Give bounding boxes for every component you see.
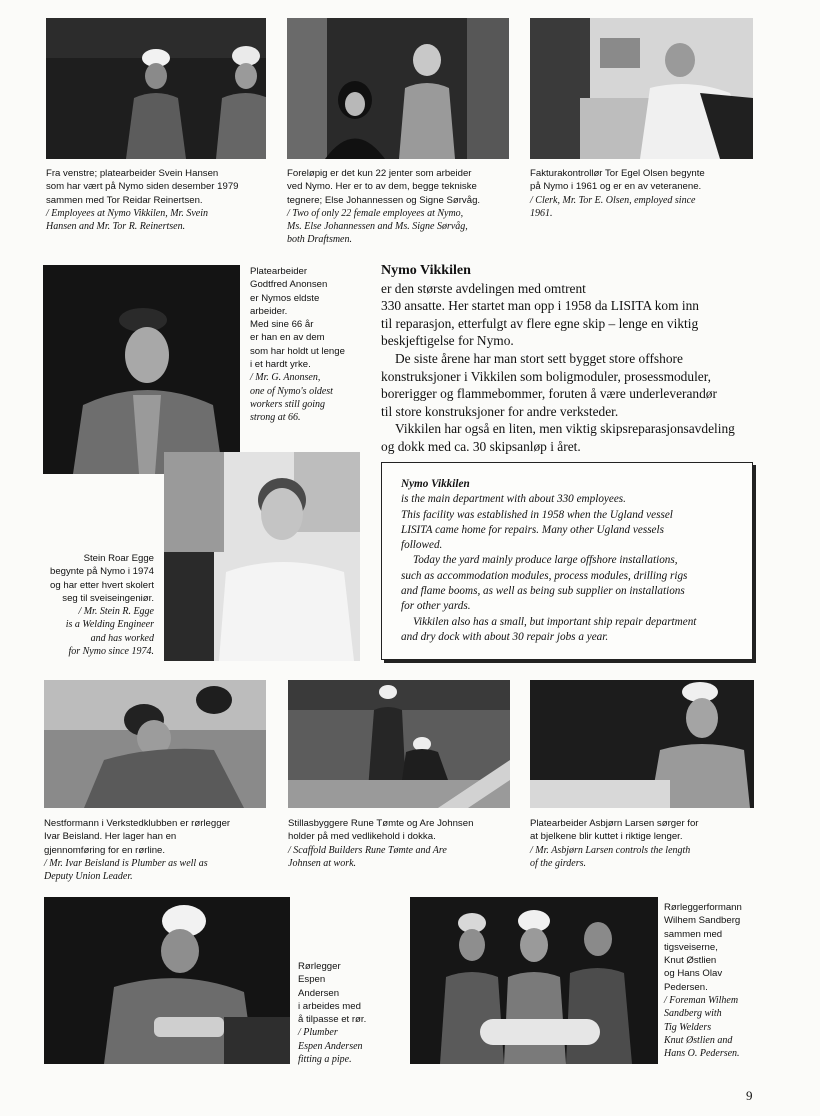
- caption-text: arbeider.: [250, 305, 288, 317]
- page-number: 9: [746, 1088, 753, 1103]
- caption-translation: Ms. Else Johannessen and Ms. Signe Sørvåg,: [287, 221, 468, 233]
- caption-translation: 1961.: [530, 207, 553, 219]
- caption-text: Rørleggerformann: [664, 902, 742, 913]
- caption-text: Platearbeider: [250, 266, 308, 277]
- caption-translation: strong at 66.: [250, 412, 301, 424]
- caption-text: å tilpasse et rør.: [298, 1014, 367, 1026]
- caption-translation: both Draftsmen.: [287, 234, 352, 246]
- caption-text: at bjelkene blir kuttet i riktige lenger.: [530, 831, 683, 843]
- caption-text: holder på med vedlikehold i dokka.: [288, 831, 436, 843]
- article-line: til reparasjon, etterfulgt av flere egne skip – lenge en viktig: [381, 315, 699, 331]
- article-paragraph-3: [381, 420, 763, 455]
- box-line: LISITA came home for repairs. Many other Ugland vessels: [401, 523, 664, 536]
- caption-text: Med sine 66 år: [250, 319, 314, 331]
- caption-translation: / Scaffold Builders Rune Tømte and Are: [288, 844, 447, 856]
- caption-translation: / Two of only 22 female employees at Nymo,: [287, 207, 464, 219]
- photo-clerk-olsen: [530, 18, 753, 159]
- caption-translation: / Mr. Stein R. Egge: [78, 606, 154, 618]
- caption-translation: of the girders.: [530, 857, 587, 869]
- caption-text: begynte på Nymo i 1974: [50, 566, 154, 578]
- caption-scaffold: [288, 817, 518, 870]
- caption-translation: Johnsen at work.: [288, 857, 357, 869]
- caption-text: på Nymo i 1961 og er en av veteranene.: [530, 181, 702, 193]
- photo-sandberg-tig-welders: [410, 897, 658, 1064]
- caption-text: og har etter hvert skolert: [50, 579, 154, 591]
- caption-text: Knut Østlien: [664, 955, 717, 967]
- caption-text: gjennomføring for en rørline.: [44, 844, 166, 856]
- article-line: 330 ansatte. Her startet man opp i 1958 da LISITA kom inn: [381, 298, 700, 314]
- caption-text: Stein Roar Egge: [83, 553, 154, 564]
- caption-text: som har holdt ut lenge: [250, 345, 345, 357]
- caption-translation: Hansen and Mr. Tor R. Reinertsen.: [46, 221, 186, 233]
- caption-text: Pedersen.: [664, 981, 708, 993]
- article-paragraph-1: [381, 280, 763, 350]
- box-line: This facility was established in 1958 when the Ugland vessel: [401, 508, 673, 521]
- photo-andersen: [44, 897, 290, 1064]
- caption-translation: / Plumber: [298, 1027, 338, 1039]
- caption-draftsmen: [287, 167, 512, 247]
- caption-translation: / Employees at Nymo Vikkilen, Mr. Svein: [46, 207, 208, 219]
- caption-text: ved Nymo. Her er to av dem, begge tekniske: [287, 181, 477, 193]
- caption-text: Andersen: [298, 987, 340, 999]
- caption-translation: / Clerk, Mr. Tor E. Olsen, employed since: [530, 194, 696, 206]
- photo-draftsmen: [287, 18, 509, 159]
- caption-translation: / Foreman Wilhem: [664, 995, 739, 1007]
- article-line: konstruksjoner i Vikkilen som boligmoduler, prosessmoduler,: [381, 368, 712, 384]
- article-nymo-vikkilen: [381, 262, 763, 456]
- caption-text: Foreløpig er det kun 22 jenter som arbeider: [287, 168, 472, 179]
- article-line: Vikkilen har også en liten, men viktig skipsreparasjonsavdeling: [395, 421, 735, 437]
- caption-translation: / Mr. Asbjørn Larsen controls the length: [530, 844, 691, 856]
- article-line: til store konstruksjoner for andre verksteder.: [381, 403, 619, 419]
- caption-text: tigsveiserne,: [664, 941, 718, 953]
- caption-text: Rørlegger: [298, 961, 341, 972]
- caption-text: Espen: [298, 974, 326, 986]
- caption-text: er Nymos eldste: [250, 292, 320, 304]
- photo-beisland: [44, 680, 266, 808]
- article-line: er den største avdelingen med omtrent: [381, 280, 586, 296]
- caption-translation: and has worked: [90, 632, 154, 644]
- caption-text: Stillasbyggere Rune Tømte og Are Johnsen: [288, 818, 474, 829]
- caption-text: i et hardt yrke.: [250, 359, 311, 371]
- box-line: and dry dock with about 30 repair jobs a year.: [401, 630, 609, 643]
- caption-translation: Knut Østlien and: [664, 1034, 733, 1046]
- caption-text: og Hans Olav: [664, 968, 723, 980]
- caption-text: Fakturakontrollør Tor Egel Olsen begynte: [530, 168, 705, 179]
- caption-text: sammen med: [664, 928, 723, 940]
- caption-text: Godtfred Anonsen: [250, 279, 328, 291]
- box-line: Vikkilen also has a small, but important ship repair department: [413, 615, 697, 628]
- caption-beisland: [44, 817, 274, 883]
- article-line: og dokk med ca. 30 skipsanløp i året.: [381, 438, 581, 454]
- caption-translation: Tig Welders: [664, 1021, 712, 1033]
- caption-translation: fitting a pipe.: [298, 1054, 352, 1066]
- photo-larsen: [530, 680, 754, 808]
- box-line: followed.: [401, 539, 443, 552]
- article-title: Nymo Vikkilen: [381, 263, 471, 278]
- caption-text: er han en av dem: [250, 332, 325, 344]
- box-line: Today the yard mainly produce large offshore installations,: [413, 554, 678, 567]
- caption-translation: Espen Andersen: [298, 1040, 363, 1052]
- caption-text: seg til sveiseingeniør.: [62, 592, 154, 604]
- box-line: for other yards.: [401, 600, 471, 613]
- caption-olsen: [530, 167, 760, 220]
- caption-larsen: [530, 817, 760, 870]
- article-line: De siste årene har man stort sett bygget store offshore: [395, 350, 683, 366]
- caption-translation: for Nymo since 1974.: [68, 646, 154, 658]
- caption-translation: one of Nymo's oldest: [250, 385, 333, 397]
- caption-translation: Hans O. Pedersen.: [664, 1048, 740, 1060]
- box-line: and flame booms, as well as being sub supplier on installations: [401, 585, 685, 598]
- caption-andersen: [298, 960, 398, 1066]
- caption-text: som har vært på Nymo siden desember 1979: [46, 181, 239, 193]
- caption-text: i arbeides med: [298, 1000, 361, 1012]
- article-paragraph-2: [381, 350, 763, 420]
- caption-hansen: [46, 167, 276, 233]
- caption-text: Ivar Beisland. Her lager han en: [44, 831, 177, 843]
- photo-scaffold-builders: [288, 680, 510, 808]
- caption-translation: / Mr. G. Anonsen,: [250, 372, 321, 384]
- box-line: is the main department with about 330 employees.: [401, 493, 626, 506]
- photo-egge: [164, 452, 360, 661]
- caption-text: Nestformann i Verkstedklubben er rørlegger: [44, 818, 231, 829]
- photo-workers-hansen-reinertsen: [46, 18, 266, 159]
- caption-translation: is a Welding Engineer: [65, 619, 154, 631]
- caption-text: Wilhem Sandberg: [664, 915, 741, 927]
- photo-anonsen: [43, 265, 240, 474]
- caption-text: Platearbeider Asbjørn Larsen sørger for: [530, 818, 699, 829]
- caption-translation: workers still going: [250, 398, 326, 410]
- caption-translation: / Mr. Ivar Beisland is Plumber as well as: [44, 857, 208, 869]
- caption-text: tegnere; Else Johannessen og Signe Sørvåg.: [287, 194, 481, 206]
- article-line: beskjeftigelse for Nymo.: [381, 333, 514, 349]
- article-line: borerigger og flammebommer, foruten å være underleverandør: [381, 386, 717, 402]
- caption-text: Fra venstre; platearbeider Svein Hansen: [46, 168, 219, 179]
- caption-egge: [30, 552, 154, 658]
- english-summary-box: [381, 462, 753, 660]
- box-title: Nymo Vikkilen: [401, 478, 470, 490]
- caption-translation: Sandberg with: [664, 1008, 722, 1020]
- box-line: such as accommodation modules, process modules, drilling rigs: [401, 569, 688, 582]
- caption-anonsen: [250, 265, 370, 425]
- caption-translation: Deputy Union Leader.: [44, 871, 133, 883]
- caption-text: sammen med Tor Reidar Reinertsen.: [46, 194, 203, 206]
- caption-sandberg: [664, 901, 774, 1061]
